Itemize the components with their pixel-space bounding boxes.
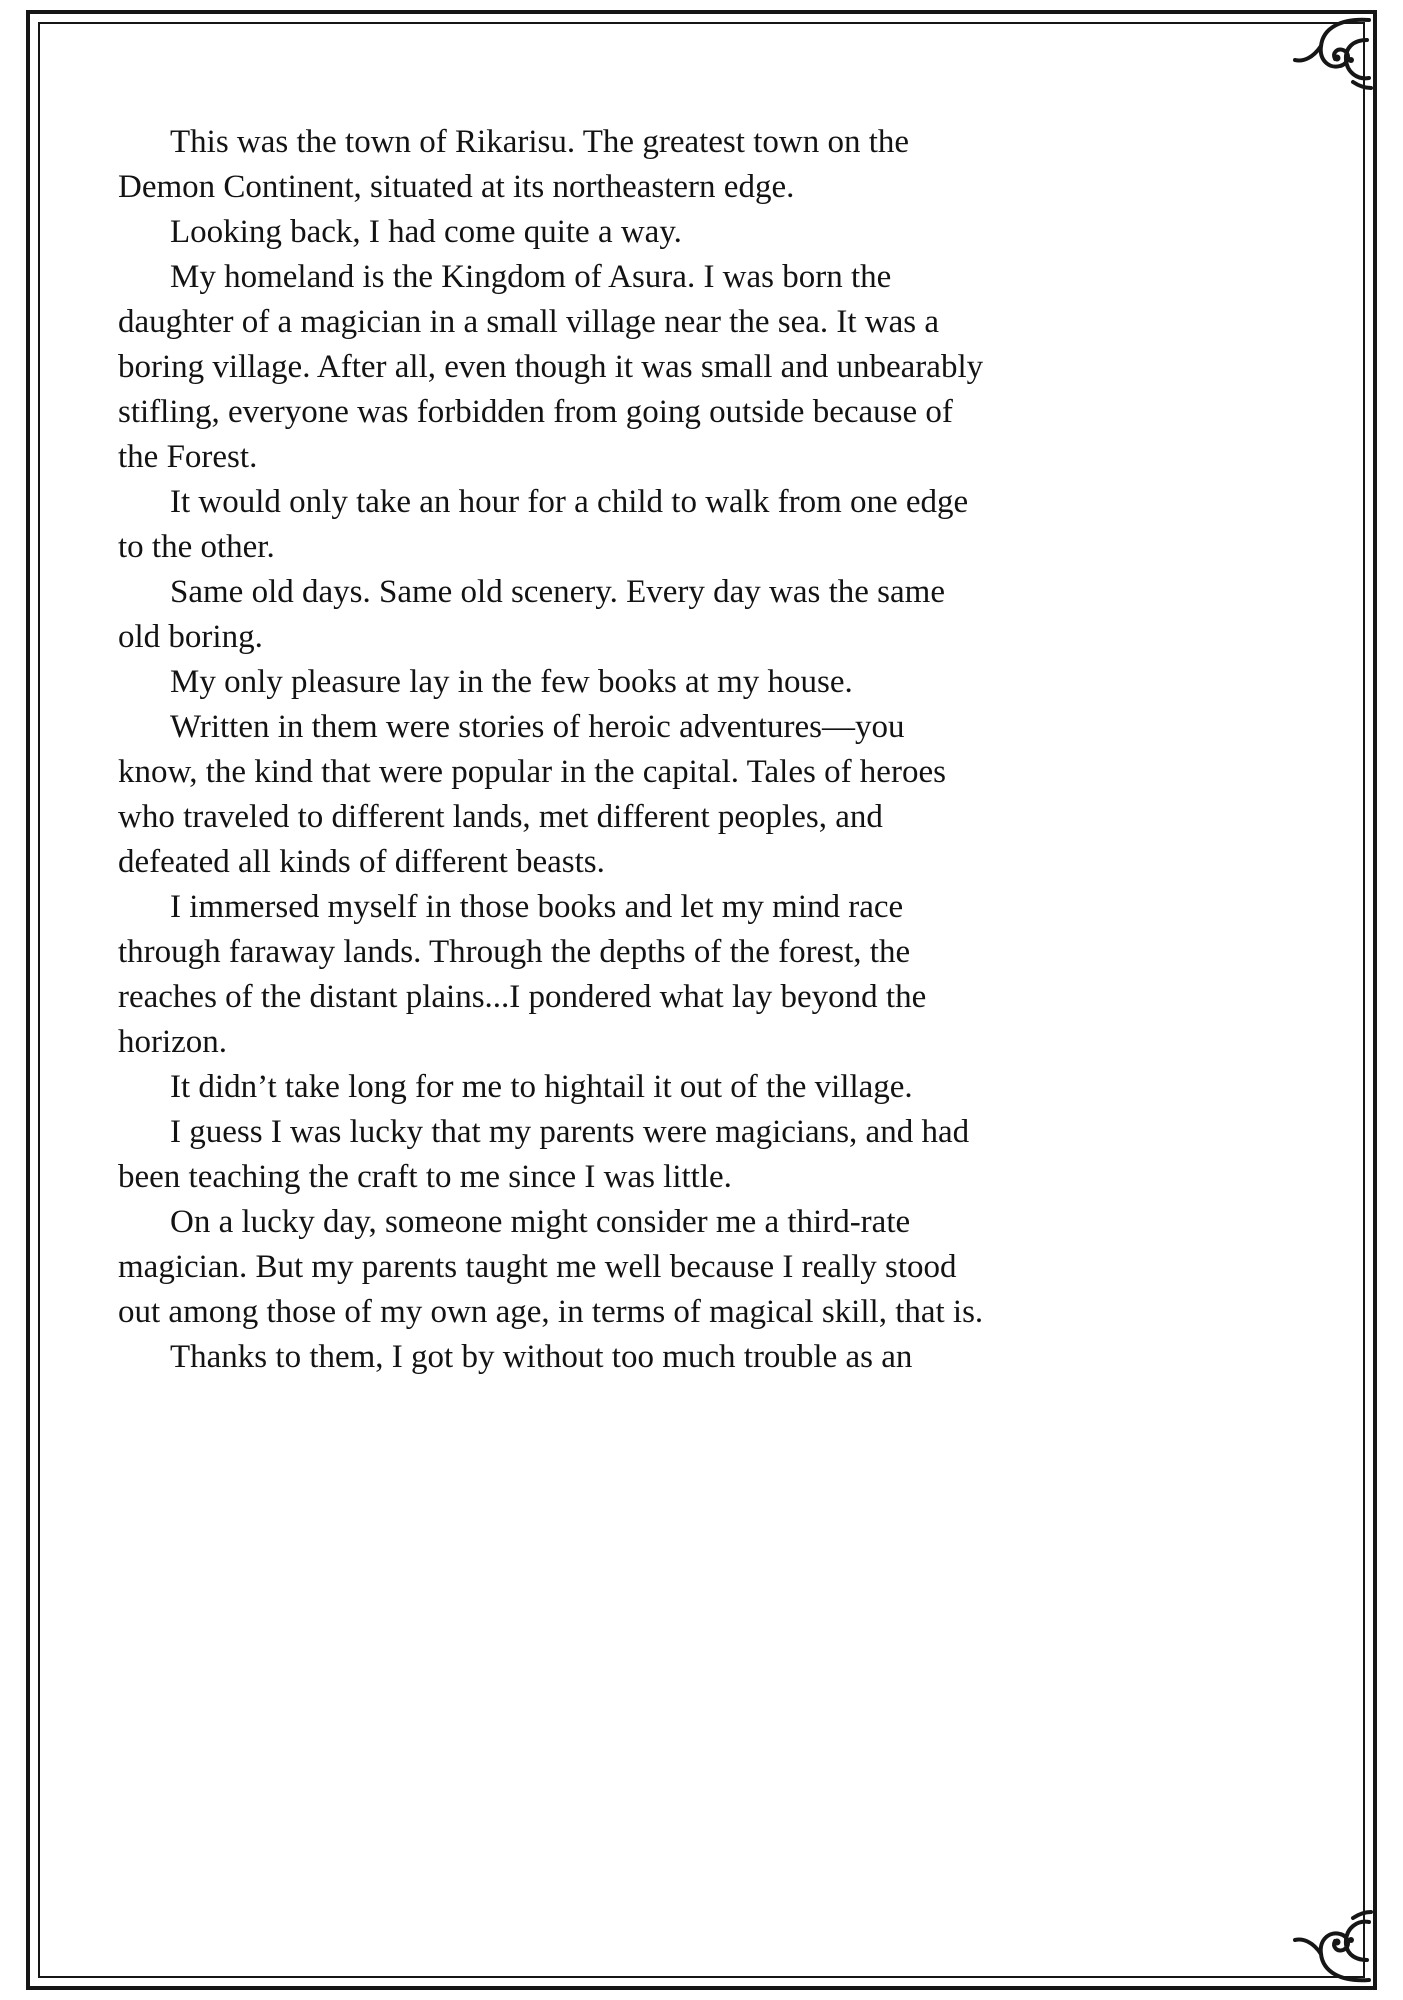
paragraph: Same old days. Same old scenery. Every day was the same old boring. xyxy=(118,574,945,655)
page-text xyxy=(118,120,984,1380)
corner-flourish-icon xyxy=(1293,1902,1373,1988)
paragraph: Looking back, I had come quite a way. xyxy=(170,214,682,250)
paragraph: My only pleasure lay in the few books at my house. xyxy=(170,664,853,700)
paragraph: Written in them were stories of heroic adventures—you know, the kind that were popular in the capital. Tales of heroes who traveled to different lands, met different peoples, and defeated all kinds of different beasts. xyxy=(118,709,946,880)
paragraph: It would only take an hour for a child to walk from one edge to the other. xyxy=(118,484,969,565)
paragraph: I guess I was lucky that my parents were magicians, and had been teaching the craft to me since I was little. xyxy=(118,1114,970,1195)
paragraph: On a lucky day, someone might consider me a third-rate magician. But my parents taught me well because I really stood out among those of my own age, in terms of magical skill, that is. xyxy=(118,1204,984,1330)
paragraph: Thanks to them, I got by without too much trouble as an xyxy=(170,1339,913,1375)
paragraph: This was the town of Rikarisu. The greatest town on the Demon Continent, situated at its northeastern edge. xyxy=(118,124,910,205)
paragraph: My homeland is the Kingdom of Asura. I was born the daughter of a magician in a small village near the sea. It was a boring village. After all, even though it was small and unbearably stifling, everyone was forbidden from going outside because of the Forest. xyxy=(118,259,984,475)
paragraph: It didn’t take long for me to hightail it out of the village. xyxy=(170,1069,913,1105)
corner-flourish-icon xyxy=(1293,12,1373,98)
paragraph: I immersed myself in those books and let my mind race through faraway lands. Through the depths of the forest, the reaches of the distant plains...I pondered what lay beyond the horizon. xyxy=(118,889,927,1060)
